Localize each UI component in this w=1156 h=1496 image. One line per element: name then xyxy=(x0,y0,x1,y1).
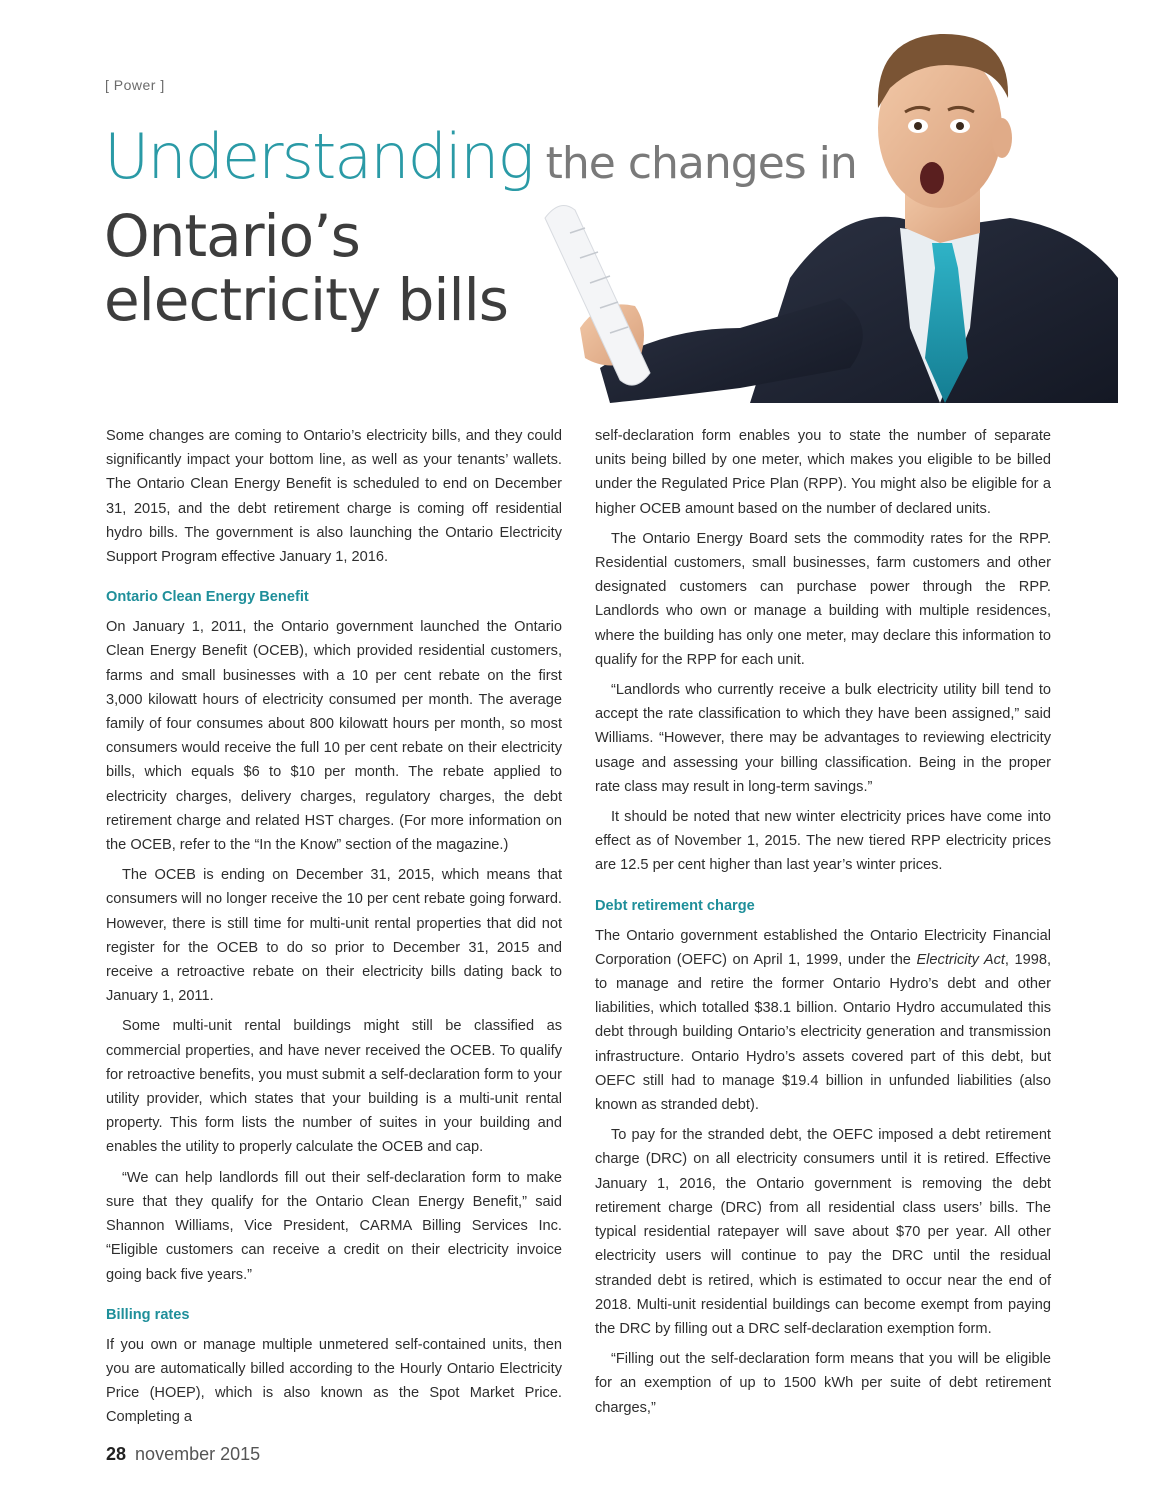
heading-billing-rates: Billing rates xyxy=(106,1306,190,1323)
hero-photo xyxy=(540,28,1118,403)
paragraph: self-declaration form enables you to state the number of separate units being billed by one meter, which makes you eligible to be billed under the Regulated Price Plan (RPP). You might also be eligible for a higher OCEB amount based on the number of declared units. xyxy=(595,428,1051,517)
paragraph: The Ontario Energy Board sets the commodity rates for the RPP. Residential customers, small businesses, farm customers and other designated customers can purchase power through the RPP. Landlords who own or manage a building with multiple residences, where the building has only one meter, may declare this information to qualify for the RPP for each unit. xyxy=(595,530,1051,668)
paragraph xyxy=(595,924,1051,1118)
heading-oceb: Ontario Clean Energy Benefit xyxy=(106,589,309,606)
paragraph: “We can help landlords fill out their self-declaration form to make sure that they qualify for the Ontario Clean Energy Benefit,” said Shannon Williams, Vice President, CARMA Billing Services Inc. “Eligible customers can receive a credit on their electricity invoice going back five years.” xyxy=(106,1169,562,1283)
paragraph: It should be noted that new winter electricity prices have come into effect as of November 1, 2015. The new tiered RPP electricity prices are 12.5 per cent higher than last year’s winter prices. xyxy=(595,809,1051,874)
title-light: the changes in xyxy=(532,138,857,189)
issue-date: november 2015 xyxy=(135,1444,261,1464)
paragraph: “Filling out the self-declaration form means that you will be eligible for an exemption of up to 1500 kWh per suite of debt retirement charges,” xyxy=(595,1351,1051,1416)
paragraph: On January 1, 2011, the Ontario government launched the Ontario Clean Energy Benefit (OCEB), which provided residential customers, farms and small businesses with a 10 per cent rebate on the first 3,000 kilowatt hours of electricity consumed per month. The average family of four consumes about 800 kilowatt hours per month, so most consumers would receive the full 10 per cent rebate on their electricity bills, which equals $6 to $10 per month. The rebate applied to electricity charges, delivery charges, regulatory charges, the debt retirement charge and related HST charges. (For more information on the OCEB, refer to the “In the Know” section of the magazine.) xyxy=(106,619,562,854)
right-column xyxy=(595,424,1051,1426)
italic-act-name: Electricity Act xyxy=(916,951,1005,968)
page-footer xyxy=(106,1444,260,1465)
paragraph: Some multi-unit rental buildings might still be classified as commercial properties, and have never received the OCEB. To qualify for retroactive benefits, you must submit a self-declaration form to your utility provider, which states that your building is a multi-unit rental property. This form lists the number of suites in your building and enables the utility to properly calculate the OCEB and cap. xyxy=(106,1018,562,1156)
intro-paragraph: Some changes are coming to Ontario’s electricity bills, and they could significantly impact your bottom line, as well as your tenants’ wallets. The Ontario Clean Energy Benefit is scheduled to end on December 31, 2015, and the debt retirement charge is coming off residential hydro bills. The government is also launching the Ontario Electricity Support Program effective January 1, 2016. xyxy=(106,428,562,566)
title-accent: Understanding xyxy=(104,120,533,193)
paragraph: To pay for the stranded debt, the OEFC imposed a debt retirement charge (DRC) on all electricity consumers until it is retired. Effective January 1, 2016, the Ontario government is removing the debt retirement charge (DRC) from all residential class users’ bills. The typical residential ratepayer will save about $70 per year. All other electricity users will continue to pay the DRC until the residual stranded debt is retired, which is estimated to occur near the end of 2018. Multi-unit residential buildings can become exempt from paying the DRC by filling out a DRC self-declaration exemption form. xyxy=(595,1127,1051,1337)
title-line-3: electricity bills xyxy=(104,266,508,334)
left-column xyxy=(106,424,562,1436)
text-run: The Ontario government established the Ontario Electricity Financial Corporation (OEFC) on April 1, 1999, under the xyxy=(595,927,1051,968)
text-run: , 1998, to manage and retire the former Ontario Hydro’s debt and other liabilities, which totalled $38.1 billion. Ontario Hydro accumulated this debt through building Ontario’s electricity generation and transmission infrastructure. Ontario Hydro’s assets covered part of this debt, but OEFC still had to manage $19.4 billion in unfunded liabilities (also known as stranded debt). xyxy=(595,951,1051,1114)
paragraph: “Landlords who currently receive a bulk electricity utility bill tend to accept the rate classification to which they have been assigned,” said Williams. “However, there may be advantages to reviewing electricity usage and assessing your billing classification. Being in the proper rate class may result in long-term savings.” xyxy=(595,682,1051,795)
heading-debt-retirement: Debt retirement charge xyxy=(595,897,755,914)
paragraph: The OCEB is ending on December 31, 2015, which means that consumers will no longer receive the 10 per cent rebate going forward. However, there is still time for multi-unit rental properties that did not register for the OCEB to do so prior to December 31, 2015 and receive a retroactive rebate on their electricity bills dating back to January 1, 2011. xyxy=(106,867,562,1005)
paragraph: If you own or manage multiple unmetered self-contained units, then you are automatically billed according to the Hourly Ontario Electricity Price (HOEP), which is also known as the Spot Market Price. Completing a xyxy=(106,1336,562,1426)
title-line-2: Ontario’s xyxy=(104,202,360,270)
section-tag: [ Power ] xyxy=(105,77,165,93)
page-number: 28 xyxy=(106,1444,127,1464)
